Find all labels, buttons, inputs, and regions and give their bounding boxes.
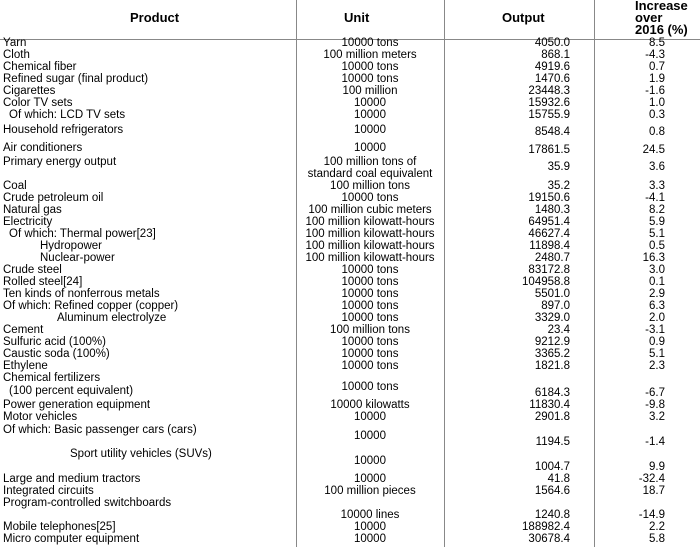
output-cell: 1480.3	[534, 204, 570, 216]
output-cell: 6184.3	[534, 387, 570, 399]
unit-cell: 10000 lines	[340, 509, 400, 521]
output-cell: 30678.4	[528, 533, 570, 545]
output-cell: 15932.6	[528, 97, 570, 109]
increase-cell: 0.8	[649, 126, 665, 138]
increase-cell: 0.9	[649, 336, 665, 348]
output-cell: 1004.7	[534, 461, 570, 473]
product-cell: Crude steel	[3, 264, 62, 276]
unit-cell: 100 million kilowatt-hours	[305, 216, 435, 228]
increase-cell: 18.7	[642, 485, 665, 497]
output-cell: 11898.4	[529, 240, 570, 252]
column-divider	[444, 0, 445, 547]
unit-cell: 10000 tons	[341, 336, 399, 348]
increase-cell: 6.3	[649, 300, 665, 312]
unit-cell: 100 million tons	[330, 180, 410, 192]
output-cell: 3365.2	[534, 348, 570, 360]
unit-cell: 10000	[354, 97, 386, 109]
unit-cell: 100 million meters	[323, 49, 417, 61]
unit-cell: 100 million tons	[330, 324, 410, 336]
unit-cell: 10000	[354, 109, 386, 121]
unit-cell: 10000	[354, 533, 386, 545]
product-cell: Hydropower	[40, 240, 102, 252]
product-cell: Primary energy output	[3, 156, 117, 168]
unit-cell: 10000	[354, 124, 386, 136]
unit-cell: 100 million cubic meters	[308, 204, 432, 216]
unit-cell: 10000 tons	[341, 73, 399, 85]
output-cell: 41.8	[547, 473, 570, 485]
header-output: Output	[502, 10, 545, 25]
product-cell: Of which: Basic passenger cars (cars)	[3, 424, 197, 436]
product-cell: Sport utility vehicles (SUVs)	[70, 448, 212, 460]
product-cell: Household refrigerators	[3, 124, 124, 136]
output-cell: 9212.9	[534, 336, 570, 348]
product-cell: Program-controlled switchboards	[3, 497, 172, 509]
increase-cell: 0.1	[649, 276, 665, 288]
header-unit: Unit	[344, 10, 370, 25]
output-cell: 35.9	[547, 161, 570, 173]
increase-cell: 5.1	[649, 348, 665, 360]
unit-cell: 10000	[354, 455, 386, 467]
output-cell: 23448.3	[528, 85, 570, 97]
increase-cell: 8.2	[649, 204, 665, 216]
product-cell: Crude petroleum oil	[3, 192, 104, 204]
output-cell: 35.2	[547, 180, 570, 192]
output-cell: 3329.0	[534, 312, 570, 324]
output-cell: 104958.8	[522, 276, 570, 288]
increase-cell: 3.6	[649, 161, 665, 173]
increase-cell: -9.8	[645, 399, 665, 411]
unit-cell: 100 million kilowatt-hours	[305, 228, 435, 240]
output-cell: 1564.6	[534, 485, 570, 497]
product-cell: Electricity	[3, 216, 53, 228]
output-cell: 17861.5	[528, 144, 570, 156]
header-increase-line3: 2016 (%)	[635, 22, 688, 37]
product-cell-line1: Chemical fertilizers	[3, 372, 101, 384]
output-cell: 19150.6	[528, 192, 570, 204]
output-cell: 83172.8	[528, 264, 570, 276]
increase-cell: -32.4	[638, 473, 665, 485]
product-cell: Color TV sets	[3, 97, 73, 109]
unit-cell-line2: standard coal equivalent	[307, 168, 433, 180]
product-cell: Of which: LCD TV sets	[9, 109, 126, 121]
increase-cell: -4.1	[645, 192, 665, 204]
unit-cell-line1: 100 million tons of	[323, 156, 417, 168]
unit-cell: 10000 tons	[341, 360, 399, 372]
output-cell: 5501.0	[534, 288, 570, 300]
output-cell: 64951.4	[528, 216, 570, 228]
product-cell: Coal	[3, 180, 27, 192]
column-divider	[594, 0, 595, 547]
output-cell: 4050.0	[534, 37, 570, 49]
unit-cell: 100 million	[342, 85, 398, 97]
product-cell: Nuclear-power	[40, 252, 115, 264]
increase-cell: 3.2	[649, 411, 665, 423]
increase-cell: -4.3	[645, 49, 665, 61]
unit-cell: 10000 tons	[341, 300, 399, 312]
output-cell: 2901.8	[534, 411, 570, 423]
output-cell: 4919.6	[534, 61, 570, 73]
increase-cell: -3.1	[645, 324, 665, 336]
column-divider	[296, 0, 297, 547]
product-cell: Mobile telephones[25]	[3, 521, 116, 533]
unit-cell: 10000 tons	[341, 192, 399, 204]
increase-cell: 0.5	[649, 240, 665, 252]
product-cell: Refined sugar (final product)	[3, 73, 149, 85]
unit-cell: 10000 tons	[341, 381, 399, 393]
unit-cell: 10000 tons	[341, 61, 399, 73]
unit-cell: 10000 tons	[341, 348, 399, 360]
unit-cell: 100 million kilowatt-hours	[305, 240, 435, 252]
output-cell: 1240.8	[534, 509, 570, 521]
product-cell: Aluminum electrolyze	[57, 312, 167, 324]
output-cell: 1470.6	[534, 73, 570, 85]
product-cell: Ten kinds of nonferrous metals	[3, 288, 160, 300]
unit-cell: 10000	[354, 142, 386, 154]
product-cell-line2: (100 percent equivalent)	[9, 385, 134, 397]
increase-cell: -6.7	[645, 387, 665, 399]
unit-cell: 10000	[354, 473, 386, 485]
product-cell: Cigarettes	[3, 85, 56, 97]
product-cell: Cloth	[3, 49, 30, 61]
output-cell: 1821.8	[534, 360, 570, 372]
unit-cell: 10000 tons	[341, 264, 399, 276]
output-cell: 868.1	[541, 49, 570, 61]
output-cell: 23.4	[547, 324, 570, 336]
product-cell: Air conditioners	[3, 142, 83, 154]
product-cell: Natural gas	[3, 204, 62, 216]
unit-cell: 100 million pieces	[324, 485, 416, 497]
product-cell: Cement	[3, 324, 44, 336]
product-cell: Motor vehicles	[3, 411, 78, 423]
output-cell: 46627.4	[528, 228, 570, 240]
output-cell: 2480.7	[534, 252, 570, 264]
header-increase-line2: over	[635, 10, 663, 25]
product-cell: Chemical fiber	[3, 61, 77, 73]
increase-cell: 2.9	[649, 288, 665, 300]
increase-cell: 0.3	[649, 109, 665, 121]
product-cell: Sulfuric acid (100%)	[3, 336, 106, 348]
unit-cell: 10000	[354, 521, 386, 533]
product-cell: Ethylene	[3, 360, 48, 372]
increase-cell: -1.6	[645, 85, 665, 97]
increase-cell: 0.7	[649, 61, 665, 73]
increase-cell: 5.8	[649, 533, 665, 545]
increase-cell: 1.9	[649, 73, 665, 85]
header-increase-line1: Increase	[635, 0, 688, 13]
output-cell: 188982.4	[522, 521, 570, 533]
increase-cell: 1.0	[649, 97, 665, 109]
product-cell: Power generation equipment	[3, 399, 151, 411]
increase-cell: 5.9	[649, 216, 665, 228]
unit-cell: 10000	[354, 411, 386, 423]
output-cell: 8548.4	[534, 126, 570, 138]
increase-cell: 2.3	[649, 360, 665, 372]
unit-cell: 10000 tons	[341, 276, 399, 288]
increase-cell: 9.9	[649, 461, 665, 473]
increase-cell: 24.5	[642, 144, 665, 156]
unit-cell: 10000	[354, 430, 386, 442]
unit-cell: 10000 tons	[341, 312, 399, 324]
increase-cell: -1.4	[645, 436, 665, 448]
increase-cell: 2.2	[649, 521, 665, 533]
increase-cell: 8.5	[649, 37, 665, 49]
unit-cell: 10000 kilowatts	[330, 399, 410, 411]
unit-cell: 10000 tons	[341, 37, 399, 49]
increase-cell: 16.3	[642, 252, 665, 264]
output-cell: 1194.5	[535, 436, 570, 448]
increase-cell: -14.9	[638, 509, 665, 521]
product-cell: Integrated circuits	[3, 485, 94, 497]
increase-cell: 2.0	[649, 312, 665, 324]
product-cell: Caustic soda (100%)	[3, 348, 110, 360]
increase-cell: 3.0	[649, 264, 665, 276]
product-cell: Rolled steel[24]	[3, 276, 83, 288]
product-cell: Yarn	[3, 37, 27, 49]
product-cell: Micro computer equipment	[3, 533, 140, 545]
output-cell: 897.0	[541, 300, 570, 312]
increase-cell: 5.1	[649, 228, 665, 240]
output-cell: 11830.4	[529, 399, 570, 411]
product-cell: Large and medium tractors	[3, 473, 141, 485]
product-cell: Of which: Thermal power[23]	[9, 228, 156, 240]
header-product: Product	[130, 10, 180, 25]
unit-cell: 10000 tons	[341, 288, 399, 300]
output-cell: 15755.9	[528, 109, 570, 121]
unit-cell: 100 million kilowatt-hours	[305, 252, 435, 264]
increase-cell: 3.3	[649, 180, 665, 192]
product-cell: Of which: Refined copper (copper)	[3, 300, 179, 312]
